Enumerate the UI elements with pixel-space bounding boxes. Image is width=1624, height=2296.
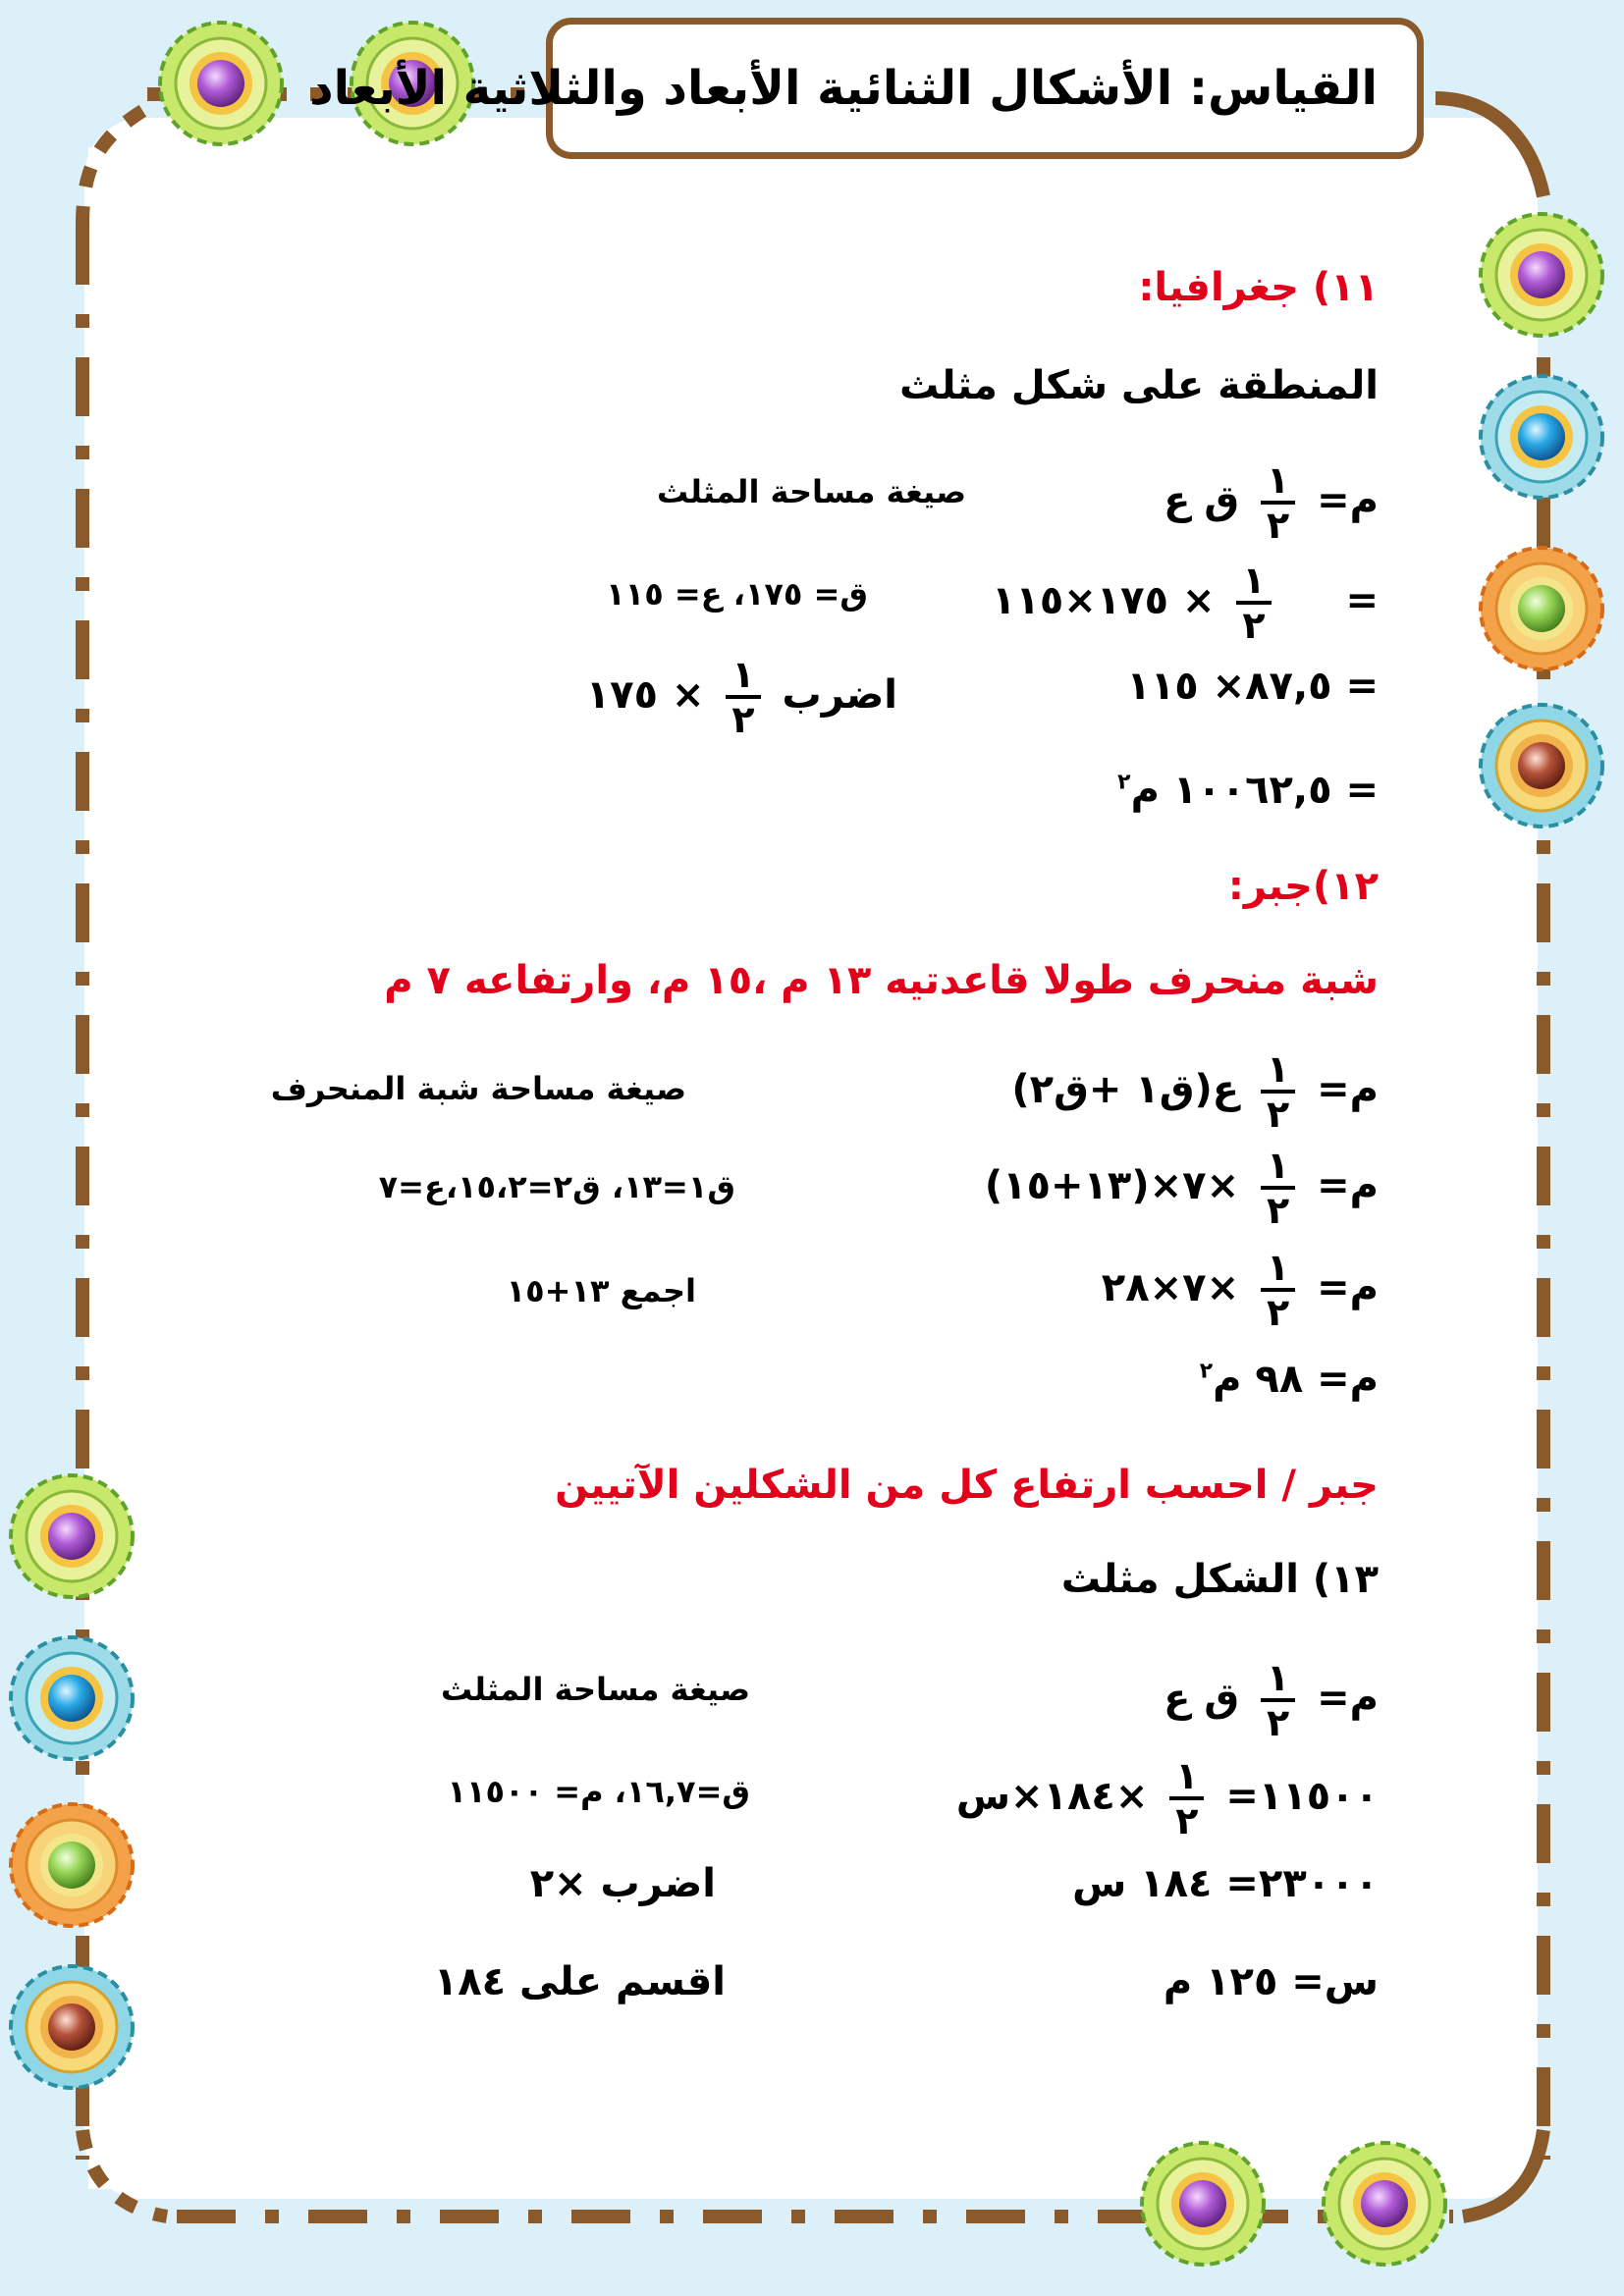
q12-step-2-note: ق١=١٣، ق٢=١٥،٢،ع=٧	[378, 1168, 735, 1205]
q11-step-3-note: اضرب $\frac{١}{٢}$ × ١٧٥	[585, 653, 897, 741]
flower-ornament-icon	[8, 1801, 135, 1929]
section-instruction: جبر / احسب ارتفاع كل من الشكلين الآتيين	[555, 1463, 1379, 1508]
q11-step-2-note: ق= ١٧٥، ع= ١١٥	[606, 575, 868, 613]
flower-ornament-icon	[8, 1963, 135, 2091]
fraction-half: $\frac{١}{٢}$	[726, 656, 760, 738]
q11-heading: ١١) جغرافيا:	[1138, 265, 1379, 310]
flower-ornament-icon	[1321, 2140, 1448, 2268]
step-lhs: م=	[1317, 478, 1379, 523]
q11-statement: المنطقة على شكل مثلث	[899, 363, 1379, 408]
q12-step-3: م= $\frac{١}{٢}$ ×٧×٢٨	[1101, 1246, 1379, 1334]
q12-heading: ١٢)جبر:	[1227, 864, 1379, 909]
flower-ornament-icon	[1139, 2140, 1267, 2268]
q11-step-1-note: صيغة مساحة المثلث	[656, 473, 966, 510]
q13-step-3: ٢٣٠٠٠= ١٨٤ س	[1072, 1861, 1379, 1906]
flower-ornament-icon	[1478, 211, 1605, 339]
q11-step-3: = ٨٧,٥× ١١٥	[1126, 664, 1379, 709]
flower-ornament-icon	[157, 20, 285, 147]
q13-step-4: س= ١٢٥ م	[1163, 1959, 1379, 2004]
fraction-half: $\frac{١}{٢}$	[1261, 1249, 1295, 1331]
q11-step-2	[992, 559, 1379, 647]
q13-step-1-note: صيغة مساحة المثلث	[440, 1671, 750, 1708]
step-rhs: × ١٧٥×١١٥	[992, 578, 1216, 623]
fraction-half: $\frac{١}{٢}$	[1261, 1659, 1295, 1741]
step-rhs: ق ع	[1164, 478, 1240, 523]
q12-step-1: م= $\frac{١}{٢}$ ع(ق١ +ق٢)	[1011, 1047, 1379, 1136]
q12-step-2: م= $\frac{١}{٢}$ ×٧×(١٣+١٥)	[984, 1144, 1379, 1232]
step-lhs: =	[1345, 578, 1379, 623]
q13-heading: ١٣) الشكل مثلث	[1060, 1557, 1379, 1602]
q12-step-1-note: صيغة مساحة شبة المنحرف	[270, 1070, 686, 1107]
flower-ornament-icon	[8, 1634, 135, 1762]
q11-step-1	[1164, 458, 1379, 547]
fraction-half: $\frac{١}{٢}$	[1261, 1050, 1295, 1133]
q13-step-4-note: اقسم على ١٨٤	[433, 1959, 726, 2004]
q13-step-3-note: اضرب ×٢	[529, 1861, 716, 1906]
title-box	[308, 18, 1424, 159]
fraction-half: $\frac{١}{٢}$	[1261, 461, 1295, 544]
flower-ornament-icon	[1478, 545, 1605, 672]
fraction-half: $\frac{١}{٢}$	[1169, 1757, 1204, 1840]
q12-step-3-note: اجمع ١٣+١٥	[506, 1272, 696, 1309]
flower-ornament-icon	[1478, 702, 1605, 829]
q12-statement: شبة منحرف طولا قاعدتيه ١٣ م ،١٥ م، وارتفاعه ٧ م	[384, 958, 1379, 1003]
fraction-half: $\frac{١}{٢}$	[1236, 561, 1271, 644]
q13-step-2: ١١٥٠٠= $\frac{١}{٢}$ ×١٨٤×س	[955, 1754, 1379, 1842]
q11-step-4: = ١٠٠٦٢,٥ م$^٢$	[1117, 768, 1379, 813]
q12-step-4: م= ٩٨ م$^٢$	[1199, 1357, 1379, 1402]
q13-step-2-note: ق=١٦,٧، م= ١١٥٠٠	[447, 1773, 750, 1810]
q13-step-1: م= $\frac{١}{٢}$ ق ع	[1164, 1656, 1379, 1744]
flower-ornament-icon	[1478, 373, 1605, 501]
flower-ornament-icon	[8, 1472, 135, 1600]
fraction-half: $\frac{١}{٢}$	[1261, 1147, 1295, 1229]
page-title: القياس: الأشكال الثنائية الأبعاد والثلاثية الأبعاد	[308, 61, 1378, 116]
